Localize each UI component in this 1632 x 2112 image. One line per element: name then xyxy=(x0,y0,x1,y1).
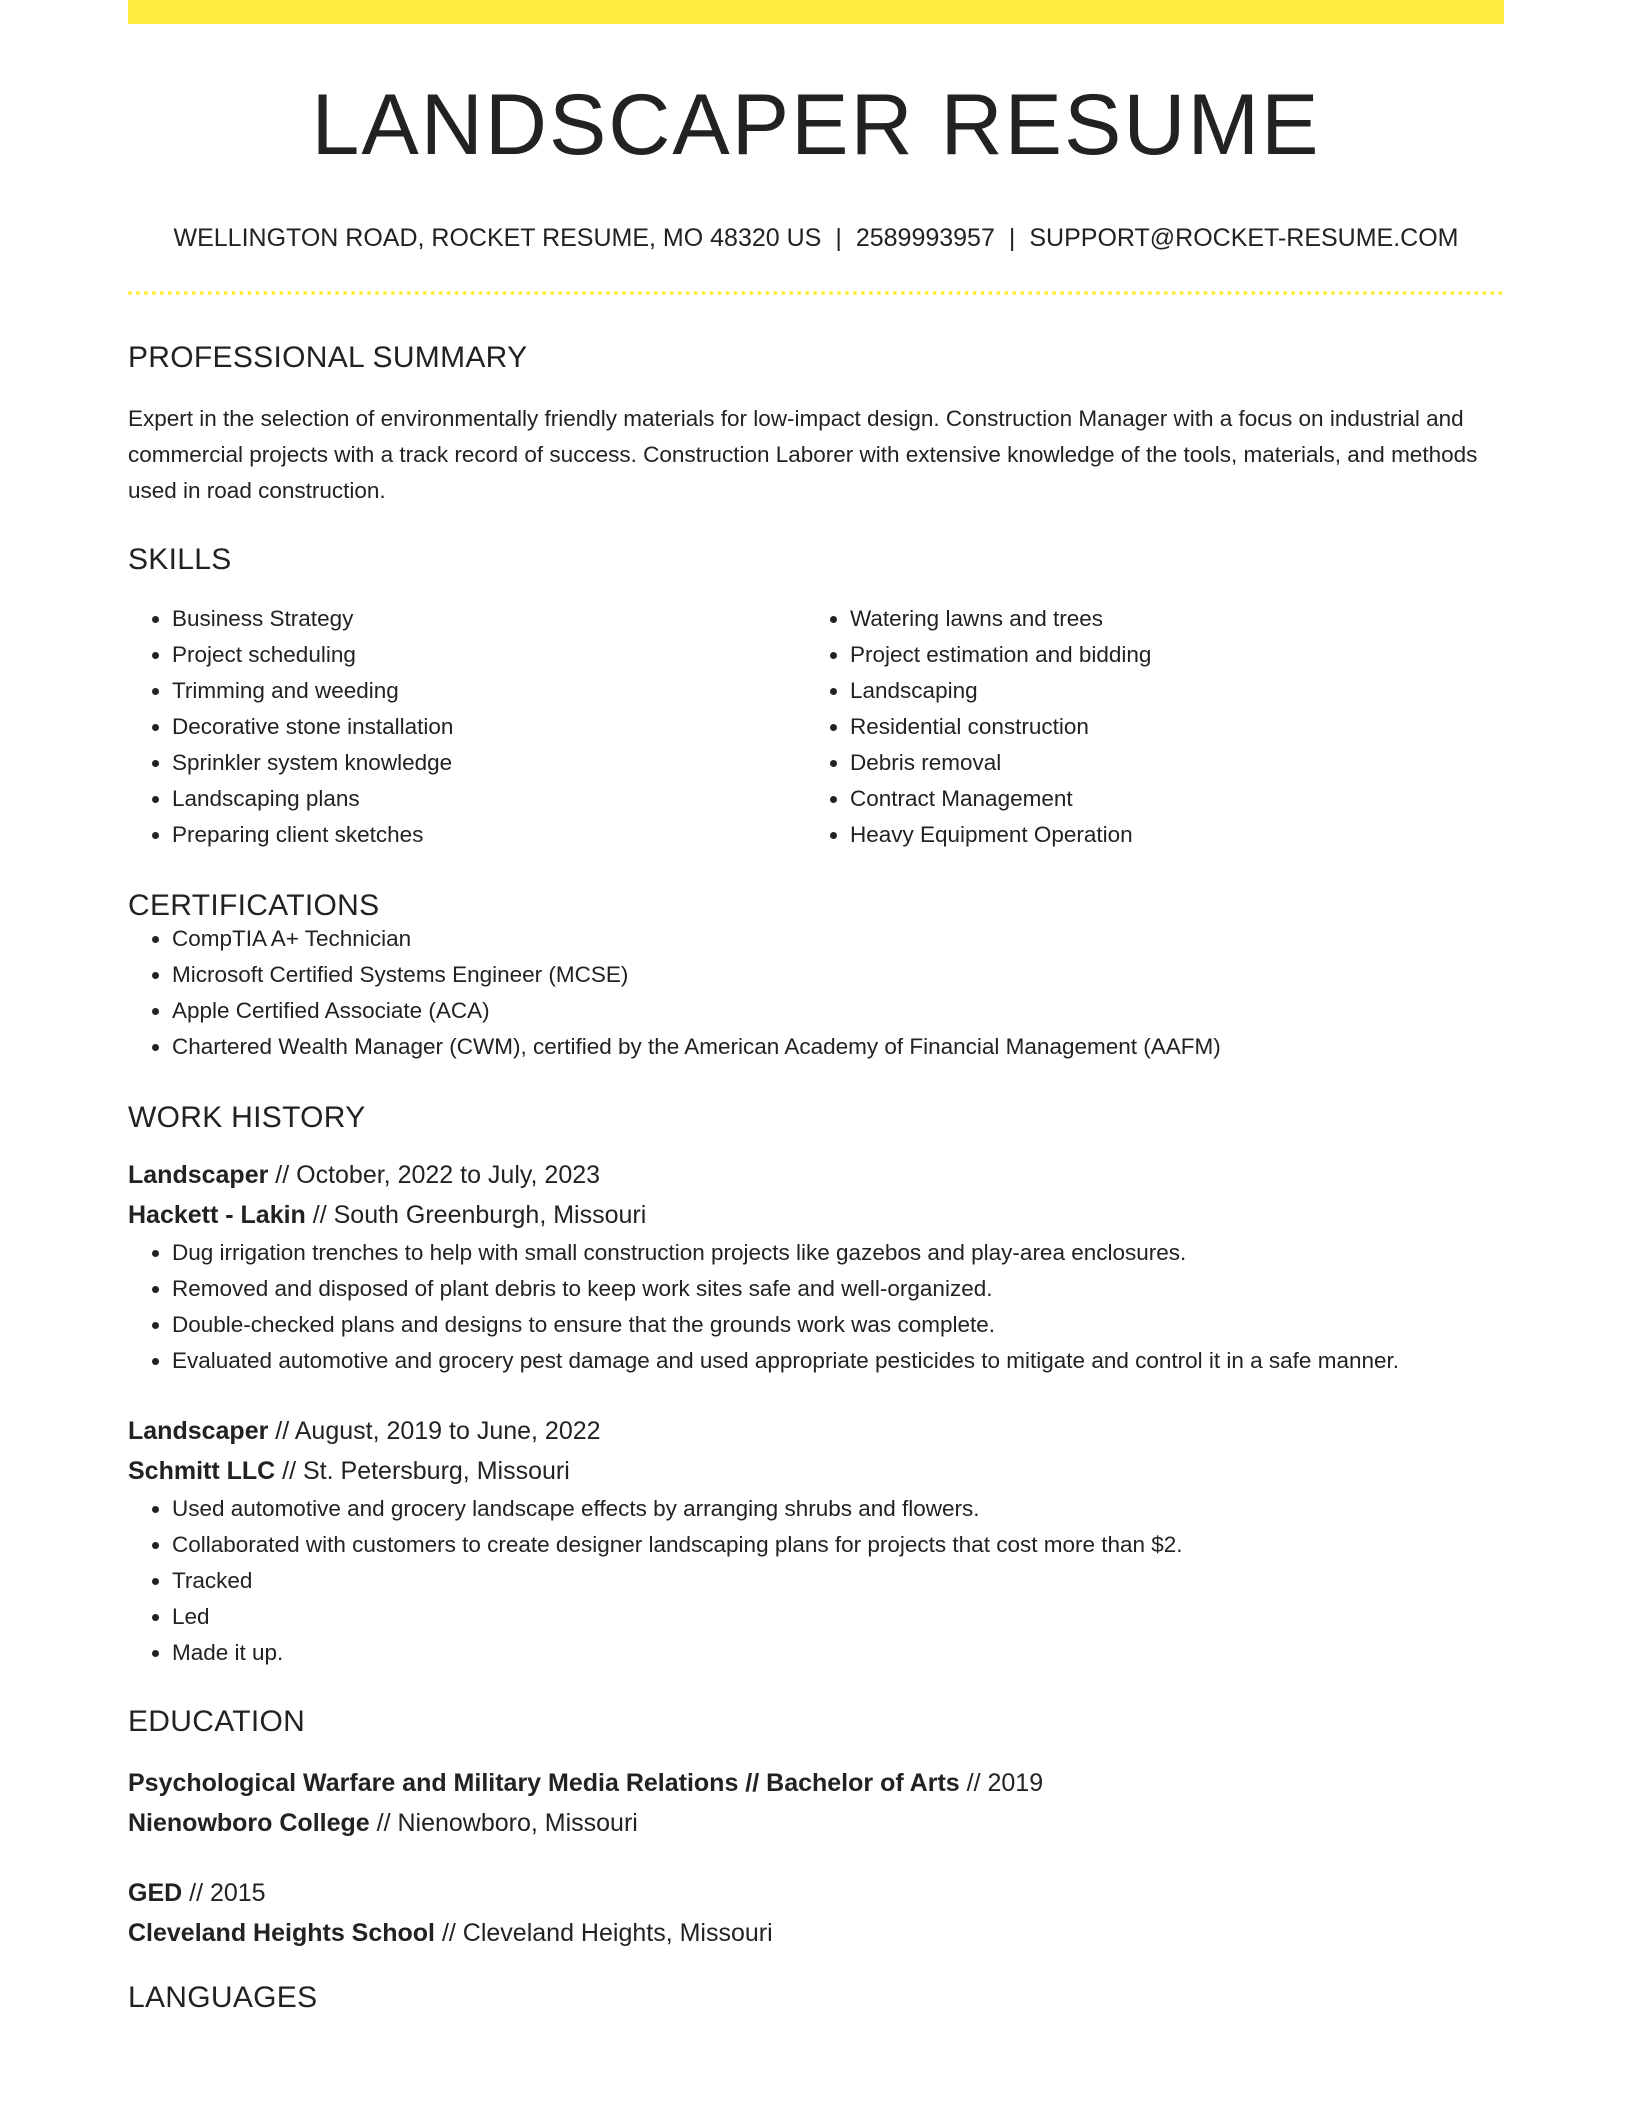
job-entry xyxy=(128,1155,1504,1379)
skills-right-list xyxy=(806,601,1484,853)
skill-item: • Trimming and weeding xyxy=(172,673,806,709)
certification-item: • Chartered Wealth Manager (CWM), certified by the American Academy of Financial Management (AAFM) xyxy=(172,1029,1504,1065)
skill-item: • Business Strategy xyxy=(172,601,806,637)
resume-page xyxy=(128,0,1504,2013)
job-bullet: • Dug irrigation trenches to help with small construction projects like gazebos and play-area enclosures. xyxy=(172,1235,1504,1271)
certifications-heading: CERTIFICATIONS xyxy=(128,889,380,922)
job-bullet: • Tracked xyxy=(172,1563,1504,1599)
job-company: Hackett - Lakin xyxy=(128,1201,306,1229)
certification-item: • CompTIA A+ Technician xyxy=(172,921,1504,957)
languages-heading: LANGUAGES xyxy=(128,1981,318,2014)
job-location: // St. Petersburg, Missouri xyxy=(275,1457,570,1485)
skill-item: • Contract Management xyxy=(850,781,1484,817)
work-history-heading: WORK HISTORY xyxy=(128,1101,366,1134)
skill-item: • Watering lawns and trees xyxy=(850,601,1484,637)
skill-item: • Landscaping xyxy=(850,673,1484,709)
skills-left-list xyxy=(128,601,806,853)
skill-item: • Debris removal xyxy=(850,745,1484,781)
skills-columns xyxy=(128,601,1504,853)
job-bullet: • Collaborated with customers to create designer landscaping plans for projects that cost more than $2. xyxy=(172,1527,1504,1563)
summary-heading: PROFESSIONAL SUMMARY xyxy=(128,341,528,374)
job-bullet: • Evaluated automotive and grocery pest damage and used appropriate pesticides to mitigate and control it in a safe manner. xyxy=(172,1343,1504,1379)
education-school: Nienowboro College xyxy=(128,1809,370,1837)
skill-item: • Project scheduling xyxy=(172,637,806,673)
contact-phone: 2589993957 xyxy=(855,224,995,252)
education-location: // Cleveland Heights, Missouri xyxy=(435,1919,773,1947)
education-degree: GED xyxy=(128,1879,183,1907)
education-year: // 2019 xyxy=(959,1769,1044,1797)
education-school-line xyxy=(128,1803,1504,1843)
job-bullet: • Removed and disposed of plant debris to keep work sites safe and well-organized. xyxy=(172,1271,1504,1307)
job-title-line xyxy=(128,1155,1504,1195)
job-dates: // October, 2022 to July, 2023 xyxy=(268,1161,601,1189)
job-company-line xyxy=(128,1195,1504,1235)
contact-separator: | xyxy=(1008,224,1016,252)
job-title-line xyxy=(128,1411,1504,1451)
education-degree-line xyxy=(128,1763,1504,1803)
skill-item: • Sprinkler system knowledge xyxy=(172,745,806,781)
job-bullets xyxy=(128,1491,1504,1671)
job-dates: // August, 2019 to June, 2022 xyxy=(268,1417,601,1445)
skill-item: • Heavy Equipment Operation xyxy=(850,817,1484,853)
certification-item: • Microsoft Certified Systems Engineer (MCSE) xyxy=(172,957,1504,993)
skills-heading: SKILLS xyxy=(128,543,232,576)
job-location: // South Greenburgh, Missouri xyxy=(305,1201,647,1229)
skills-left-column xyxy=(128,601,806,853)
job-bullet: • Double-checked plans and designs to ensure that the grounds work was complete. xyxy=(172,1307,1504,1343)
skill-item: • Project estimation and bidding xyxy=(850,637,1484,673)
skill-item: • Residential construction xyxy=(850,709,1484,745)
education-entry xyxy=(128,1763,1504,1843)
education-location: // Nienowboro, Missouri xyxy=(369,1809,638,1837)
dotted-divider xyxy=(128,291,1504,295)
education-year: // 2015 xyxy=(182,1879,266,1907)
skill-item: • Preparing client sketches xyxy=(172,817,806,853)
job-bullet: • Led xyxy=(172,1599,1504,1635)
skills-right-column xyxy=(806,601,1484,853)
skill-item: • Landscaping plans xyxy=(172,781,806,817)
contact-address: WELLINGTON ROAD, ROCKET RESUME, MO 48320 US xyxy=(173,224,822,252)
contact-separator: | xyxy=(835,224,842,252)
job-bullet: • Made it up. xyxy=(172,1635,1504,1671)
certifications-list xyxy=(128,921,1504,1065)
skill-item: • Decorative stone installation xyxy=(172,709,806,745)
job-entry xyxy=(128,1411,1504,1671)
job-bullets xyxy=(128,1235,1504,1379)
job-title: Landscaper xyxy=(128,1417,269,1445)
job-title: Landscaper xyxy=(128,1161,269,1189)
top-accent-bar xyxy=(128,0,1504,24)
education-degree: Psychological Warfare and Military Media Relations // Bachelor of Arts xyxy=(128,1769,960,1797)
job-company: Schmitt LLC xyxy=(128,1457,276,1485)
education-heading: EDUCATION xyxy=(128,1705,306,1738)
certification-item: • Apple Certified Associate (ACA) xyxy=(172,993,1504,1029)
job-bullet: • Used automotive and grocery landscape effects by arranging shrubs and flowers. xyxy=(172,1491,1504,1527)
education-school-line xyxy=(128,1913,1504,1953)
contact-email: SUPPORT@ROCKET-RESUME.COM xyxy=(1029,224,1459,252)
education-degree-line xyxy=(128,1873,1504,1913)
resume-title: LANDSCAPER RESUME xyxy=(311,77,1321,173)
education-entry xyxy=(128,1873,1504,1953)
education-school: Cleveland Heights School xyxy=(128,1919,436,1947)
contact-line xyxy=(128,226,1504,251)
job-company-line xyxy=(128,1451,1504,1491)
summary-text: Expert in the selection of environmentally friendly materials for low-impact design. Construction Manager with a focus on industrial and commercial projects with a track record of success. Construction Laborer with extensive knowledge of the tools, materials, and methods used in road construction. xyxy=(128,406,1478,503)
